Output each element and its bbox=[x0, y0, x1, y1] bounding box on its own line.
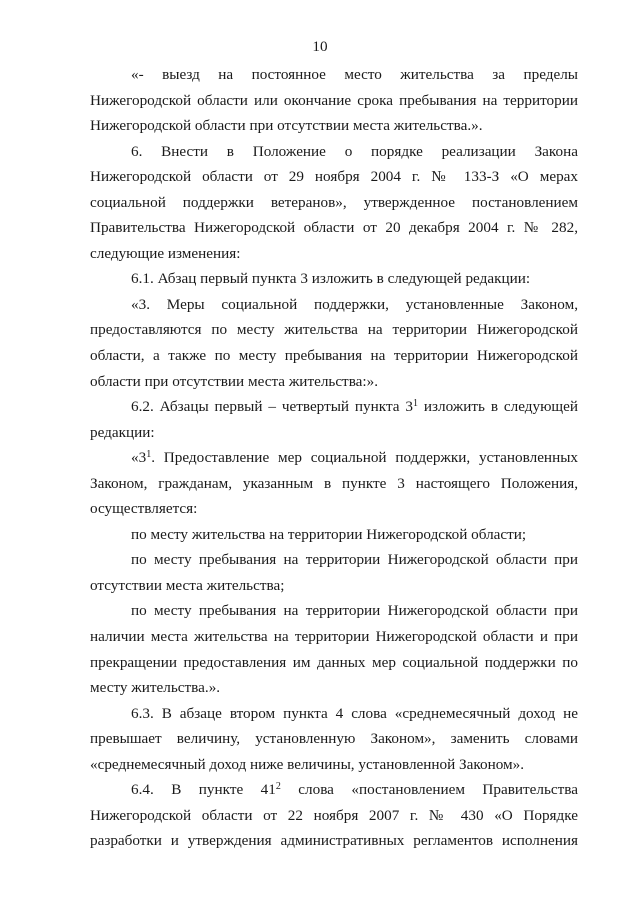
paragraph-by-stay-with-residence: по месту пребывания на территории Нижегородской области при наличии места жительства на территории Нижегородской области и при прекращении предоставления им данных мер социальной поддержки по месту жительства.». bbox=[90, 602, 578, 697]
paragraph-item-3-1-text bbox=[90, 445, 578, 522]
paragraph-by-stay-no-residence: по месту пребывания на территории Нижегородской области при отсутствии места жительства; bbox=[90, 551, 578, 594]
page-number: 10 bbox=[312, 38, 328, 55]
paragraph-item-3-1-rest: . Предоставление мер социальной поддержки, установленных Законом, гражданам, указанным в пункте 3 настоящего Положения, осуществляется: bbox=[90, 449, 578, 518]
paragraph-departure-clause: «- выезд на постоянное место жительства за пределы Нижегородской области или окончание срока пребывания на территории Нижегородской области при отсутствии места жительства.». bbox=[90, 66, 578, 135]
paragraph-by-residence: по месту жительства на территории Нижегородской области; bbox=[131, 525, 527, 543]
paragraph-6-3: 6.3. В абзаце втором пункта 4 слова «среднемесячный доход не превышает величину, установленную Законом», заменить словами «среднемесячный доход ниже величины, установленной Законом». bbox=[90, 704, 578, 773]
paragraph-6-4 bbox=[90, 777, 578, 854]
paragraph-6-2 bbox=[90, 394, 578, 445]
paragraph-6-1: 6.1. Абзац первый пункта 3 изложить в следующей редакции: bbox=[131, 270, 531, 288]
paragraph-amend-regulation: 6. Внести в Положение о порядке реализации Закона Нижегородской области от 29 ноября 2004 г. № 133-З «О мерах социальной поддержки ветеранов», утвержденное постановлением Правительства Нижегородской области от 20 декабря 2004 г. № 282, следующие изменения: bbox=[90, 142, 578, 262]
paragraph-6-2-rest: изложить в следующей редакции: bbox=[90, 398, 578, 441]
paragraph-6-2-lead: 6.2. Абзацы первый – четвертый пункта 3 bbox=[131, 398, 413, 416]
paragraph-item-3-1-lead: «3 bbox=[131, 449, 147, 467]
document-body bbox=[90, 62, 578, 854]
paragraph-6-4-rest: слова «постановлением Правительства Нижегородской области от 22 ноября 2007 г. № 430 «О Порядке разработки и утверждения административных регламентов исполнения bbox=[90, 781, 578, 850]
superscript-mark: 1 bbox=[146, 449, 152, 461]
superscript-mark: 1 bbox=[412, 398, 418, 410]
paragraph-6-4-lead: 6.4. В пункте 41 bbox=[131, 781, 276, 799]
superscript-mark: 2 bbox=[275, 781, 281, 793]
paragraph-item-3-text: «3. Меры социальной поддержки, установленные Законом, предоставляются по месту жительства на территории Нижегородской области, а также по месту пребывания на территории Нижегородской области при отсутствии места жительства:». bbox=[90, 295, 578, 390]
